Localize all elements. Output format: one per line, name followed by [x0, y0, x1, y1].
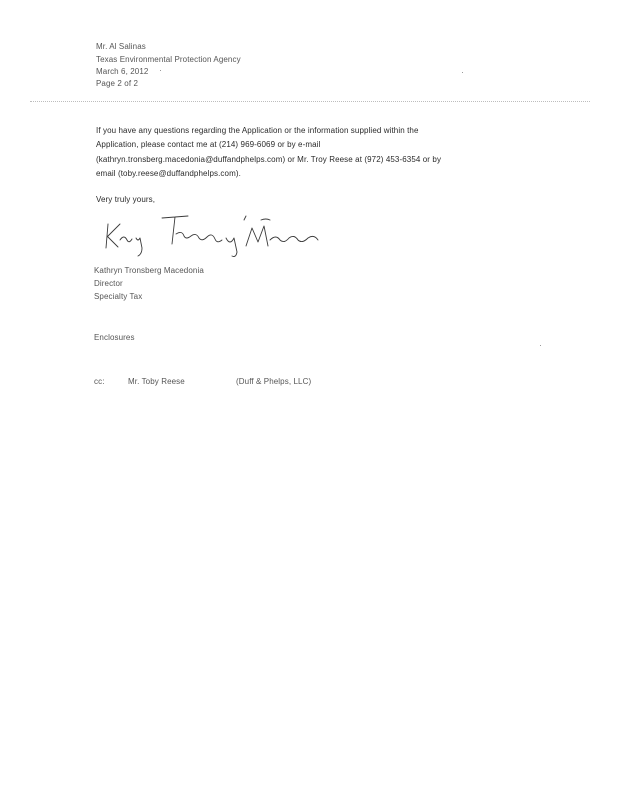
enclosures-label: Enclosures [94, 333, 135, 342]
paragraph-line-3: (kathryn.tronsberg.macedonia@duffandphelps.com) or Mr. Troy Reese at (972) 453-6354 or by [96, 155, 442, 164]
letter-date: March 6, 2012 [96, 67, 149, 76]
page-number: Page 2 of 2 [96, 79, 139, 88]
recipient-agency: Texas Environmental Protection Agency [96, 55, 241, 64]
cc-label: cc: [94, 377, 105, 386]
paragraph-line-1: If you have any questions regarding the Application or the information supplied within the [96, 126, 419, 135]
closing-salutation: Very truly yours, [96, 195, 156, 204]
signer-title: Director [94, 279, 123, 288]
scan-speck [462, 72, 463, 73]
paragraph-line-2: Application, please contact me at (214) 969-6069 or by e-mail [96, 140, 321, 149]
scan-speck [160, 70, 161, 71]
cc-organization: (Duff & Phelps, LLC) [236, 377, 312, 386]
scan-speck [540, 345, 541, 346]
signer-department: Specialty Tax [94, 292, 143, 301]
signer-name: Kathryn Tronsberg Macedonia [94, 266, 204, 275]
cc-name: Mr. Toby Reese [128, 377, 185, 386]
paragraph-line-4: email (toby.reese@duffandphelps.com). [96, 169, 241, 178]
handwritten-signature [96, 210, 346, 260]
scan-artifact-line [30, 101, 590, 102]
recipient-name: Mr. Al Salinas [96, 42, 146, 51]
